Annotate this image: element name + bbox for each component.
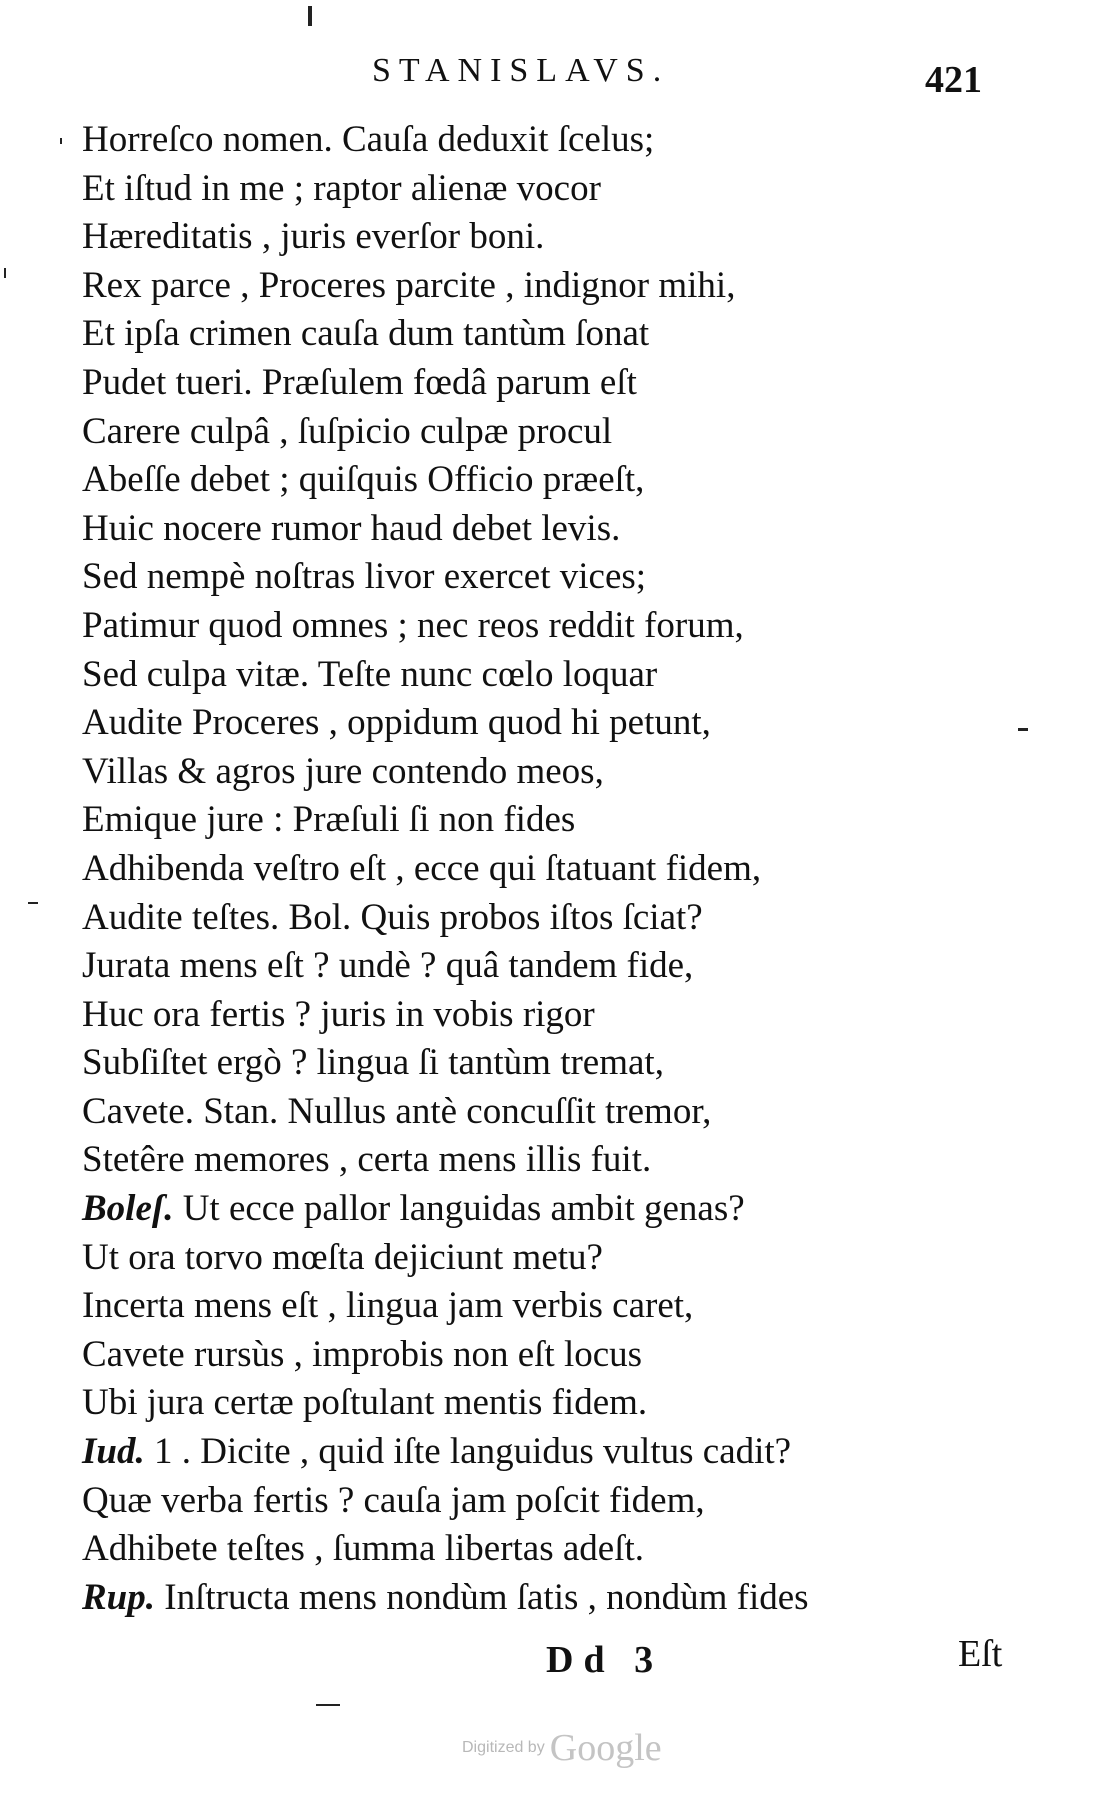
speaker-label: Iud. xyxy=(82,1431,145,1473)
line-text: Huic nocere rumor haud debet levis. xyxy=(82,507,621,549)
line-text: Villas & agros jure contendo meos, xyxy=(82,750,604,792)
verse-line xyxy=(82,1234,1022,1283)
verse-line xyxy=(82,845,1022,894)
line-text: Huc ora fertis ? juris in vobis rigor xyxy=(82,993,595,1035)
line-text: Patimur quod omnes ; nec reos reddit forum, xyxy=(82,604,744,646)
page-number: 421 xyxy=(925,59,982,101)
verse-line xyxy=(82,651,1022,700)
line-text: Incerta mens eſt , lingua jam verbis caret, xyxy=(82,1285,694,1327)
catchword: Eſt xyxy=(958,1633,1003,1675)
verse-line xyxy=(82,1379,1022,1428)
line-text: Hæreditatis , juris everſor boni. xyxy=(82,216,545,258)
digitized-prefix: Digitized by xyxy=(462,1739,545,1756)
line-text: Audite Proceres , oppidum quod hi petunt, xyxy=(82,702,711,744)
line-text: Et ipſa crimen cauſa dum tantùm ſonat xyxy=(82,313,650,355)
verse-line xyxy=(82,359,1022,408)
verse-line xyxy=(82,408,1022,457)
line-text: Quæ verba fertis ? cauſa jam poſcit fidem, xyxy=(82,1479,705,1521)
digitized-brand: Google xyxy=(549,1727,662,1769)
verse-line xyxy=(82,748,1022,797)
verse-line xyxy=(82,116,1022,165)
line-text: Pudet tueri. Præſulem fœdâ parum eſt xyxy=(82,361,637,403)
line-text: Cavete. Stan. Nullus antè concuſſit tremor, xyxy=(82,1090,712,1132)
digitized-watermark xyxy=(462,1726,662,1770)
verse-line xyxy=(82,894,1022,943)
verse-line xyxy=(82,1282,1022,1331)
line-text: Sed nempè noſtras livor exercet vices; xyxy=(82,556,647,598)
speaker-label: Boleſ. xyxy=(82,1188,174,1230)
verse-line xyxy=(82,310,1022,359)
line-text: Ubi jura certæ poſtulant mentis fidem. xyxy=(82,1382,648,1424)
signature-mark: Dd 3 xyxy=(546,1639,664,1681)
verse-list xyxy=(82,116,1022,1622)
verse-line xyxy=(82,1477,1022,1526)
verse-line xyxy=(82,165,1022,214)
ink-speck xyxy=(28,902,38,904)
line-text: Carere culpâ , ſuſpicio culpæ procul xyxy=(82,410,613,452)
line-text: Subſiſtet ergò ? lingua ſi tantùm tremat, xyxy=(82,1042,664,1084)
verse-line xyxy=(82,1039,1022,1088)
running-title: STANISLAVS. xyxy=(372,52,670,89)
verse-line xyxy=(82,1428,1022,1477)
verse-line xyxy=(82,942,1022,991)
line-text: Inſtructa mens nondùm ſatis , nondùm fides xyxy=(164,1576,809,1618)
verse-line xyxy=(82,796,1022,845)
line-text: 1 . Dicite , quid iſte languidus vultus cadit? xyxy=(153,1431,792,1473)
verse-line xyxy=(82,991,1022,1040)
verse-line xyxy=(82,602,1022,651)
line-text: Horreſco nomen. Cauſa deduxit ſcelus; xyxy=(82,119,655,160)
verse-line xyxy=(82,1525,1022,1574)
line-text: Abeſſe debet ; quiſquis Officio præeſt, xyxy=(82,459,645,501)
ink-speck xyxy=(1018,728,1028,731)
line-text: Jurata mens eſt ? undè ? quâ tandem fide, xyxy=(82,945,694,987)
verse-line xyxy=(82,505,1022,554)
line-text: Rex parce , Proceres parcite , indignor mihi, xyxy=(82,264,736,306)
verse-line xyxy=(82,1136,1022,1185)
line-text: Cavete rursùs , improbis non eſt locus xyxy=(82,1333,643,1375)
verse-line xyxy=(82,1331,1022,1380)
verse-line xyxy=(82,456,1022,505)
verse-line xyxy=(82,262,1022,311)
speaker-label: Rup. xyxy=(82,1576,156,1618)
verse-line xyxy=(82,699,1022,748)
line-text: Sed culpa vitæ. Teſte nunc cœlo loquar xyxy=(82,653,658,695)
line-text: Adhibenda veſtro eſt , ecce qui ſtatuant fidem, xyxy=(82,847,762,889)
verse-line xyxy=(82,1088,1022,1137)
ink-speck xyxy=(308,6,312,26)
verse-line xyxy=(82,1185,1022,1234)
line-text: Emique jure : Præſuli ſi non fides xyxy=(82,799,576,841)
line-text: Ut ora torvo mœſta dejiciunt metu? xyxy=(82,1236,603,1278)
verse-line xyxy=(82,213,1022,262)
ink-speck xyxy=(316,1704,340,1706)
verse-line xyxy=(82,553,1022,602)
line-text: Ut ecce pallor languidas ambit genas? xyxy=(182,1188,745,1230)
line-text: Adhibete teſtes , ſumma libertas adeſt. xyxy=(82,1528,645,1570)
ink-speck xyxy=(60,138,62,144)
line-text: Et iſtud in me ; raptor alienæ vocor xyxy=(82,167,601,209)
verse-line xyxy=(82,1574,1022,1623)
line-text: Stetêre memores , certa mens illis fuit. xyxy=(82,1139,652,1181)
line-text: Audite teſtes. Bol. Quis probos iſtos ſciat? xyxy=(82,896,703,938)
ink-speck xyxy=(4,268,6,278)
